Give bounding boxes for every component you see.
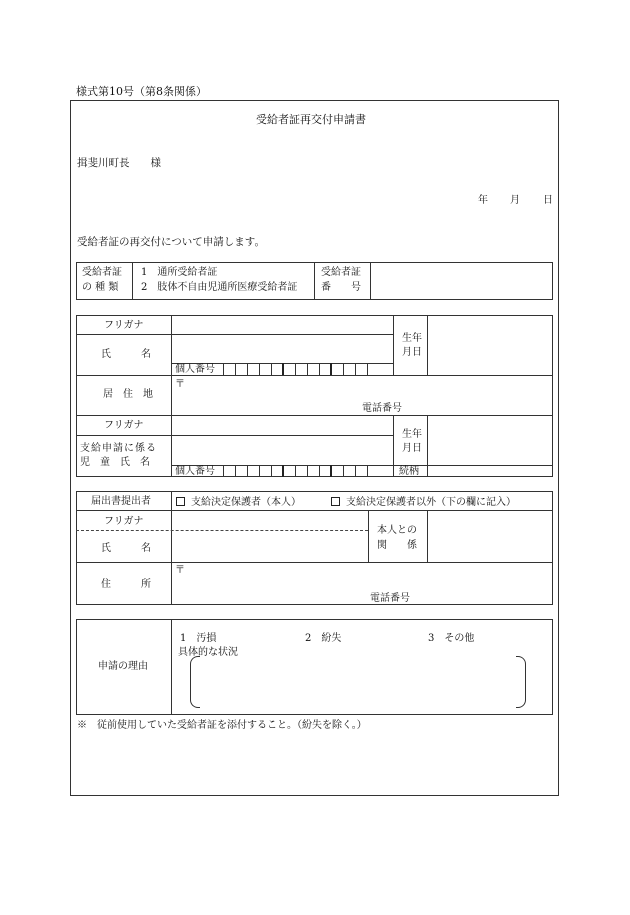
child-relation-field[interactable] <box>429 466 551 476</box>
child-label-1: 支給申請に係る <box>80 443 157 454</box>
reason-detail-label: 具体的な状況 <box>178 647 238 658</box>
submitter-address-label: 住 所 <box>101 579 151 590</box>
applicant-individual-number-boxes[interactable] <box>223 363 368 375</box>
intro-text: 受給者証の再交付について申請します。 <box>77 236 265 248</box>
child-label-2: 児 童 氏 名 <box>80 457 150 468</box>
applicant-birth-label-2: 月日 <box>402 347 422 358</box>
submitter-address-field[interactable] <box>173 564 551 603</box>
reason-detail-field[interactable] <box>202 660 514 704</box>
applicant-address-label: 居 住 地 <box>103 389 153 400</box>
applicant-name-field[interactable] <box>173 336 391 362</box>
cert-option-2: 2 肢体不自由児通所医療受給者証 <box>141 282 298 293</box>
detail-bracket-left <box>190 656 200 708</box>
applicant-phone-label: 電話番号 <box>362 403 402 414</box>
submitter-name-label: 氏 名 <box>101 543 151 554</box>
addressee: 揖斐川町長 様 <box>77 157 161 169</box>
child-furigana-label: フリガナ <box>104 420 144 431</box>
child-birth-label-2: 月日 <box>402 443 422 454</box>
detail-bracket-right <box>516 656 526 708</box>
checkbox-self[interactable] <box>176 497 185 506</box>
submitter-option-other[interactable] <box>331 497 516 508</box>
submitter-option-other-label: 支給決定保護者以外（下の欄に記入） <box>346 497 516 508</box>
submitter-furigana-label: フリガナ <box>104 516 144 527</box>
reason-label: 申請の理由 <box>98 661 148 672</box>
cert-type-label-2: の 種 類 <box>82 282 119 293</box>
applicant-individual-number-label: 個人番号 <box>175 364 215 375</box>
child-relation-label: 続柄 <box>399 466 419 477</box>
submitter-phone-label: 電話番号 <box>370 593 410 604</box>
applicant-address-field[interactable] <box>173 377 551 413</box>
form-title: 受給者証再交付申請書 <box>256 113 366 126</box>
submitter-option-self-label: 支給決定保護者（本人） <box>191 497 301 508</box>
submitter-label: 届出書提出者 <box>91 496 151 507</box>
child-individual-number-boxes[interactable] <box>223 465 368 477</box>
submitter-option-self[interactable] <box>176 497 301 508</box>
applicant-furigana-field[interactable] <box>173 316 391 333</box>
reason-option-lost[interactable]: 2 紛失 <box>305 633 342 644</box>
applicant-name-label: 氏 名 <box>101 349 151 360</box>
child-furigana-field[interactable] <box>173 416 391 434</box>
cert-number-label-2: 番 号 <box>321 282 361 293</box>
submitter-relation-field[interactable] <box>429 512 551 560</box>
cert-type-label-1: 受給者証 <box>82 267 122 278</box>
footnote: ※ 従前使用していた受給者証を添付すること。（紛失を除く。） <box>77 720 367 731</box>
applicant-birth-label-1: 生年 <box>402 333 422 344</box>
applicant-postal-mark: 〒 <box>175 379 185 390</box>
child-individual-number-label: 個人番号 <box>175 466 215 477</box>
submitter-furigana-field[interactable] <box>173 512 366 529</box>
submitter-postal-mark: 〒 <box>175 565 185 576</box>
cert-number-field[interactable] <box>372 264 551 298</box>
reason-option-soiled[interactable]: 1 汚損 <box>180 633 217 644</box>
submitter-name-field[interactable] <box>173 532 366 560</box>
applicant-furigana-label: フリガナ <box>104 320 144 331</box>
reason-option-other[interactable]: 3 その他 <box>428 633 475 644</box>
date-day: 日 <box>543 195 553 206</box>
date-year: 年 <box>478 195 488 206</box>
date-month: 月 <box>510 195 520 206</box>
applicant-birth-field[interactable] <box>429 316 551 373</box>
form-number: 様式第10号（第8条関係） <box>76 85 207 98</box>
child-name-field[interactable] <box>173 437 391 464</box>
submitter-relation-label-2: 関 係 <box>377 540 417 551</box>
child-birth-field[interactable] <box>429 416 551 464</box>
cert-number-label-1: 受給者証 <box>321 267 361 278</box>
cert-option-1: 1 通所受給者証 <box>141 267 218 278</box>
submitter-relation-label-1: 本人との <box>377 525 417 536</box>
child-birth-label-1: 生年 <box>402 429 422 440</box>
checkbox-other[interactable] <box>331 497 340 506</box>
